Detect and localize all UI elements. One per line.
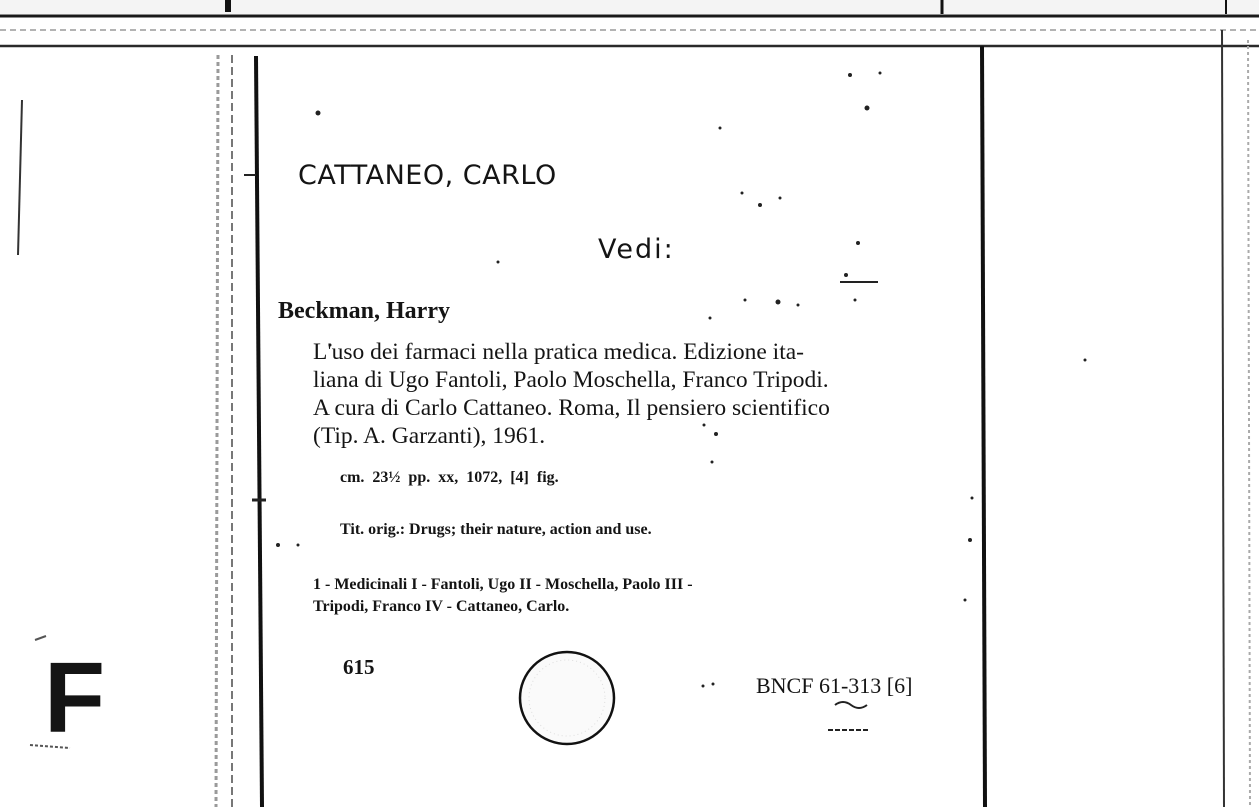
shelfmark: BNCF 61-313 [6] xyxy=(756,673,913,698)
description-line: liana di Ugo Fantoli, Paolo Moschella, Franco Tripodi. xyxy=(313,367,829,393)
description-line: (Tip. A. Garzanti), 1961. xyxy=(313,423,546,449)
card-heading: CATTANEO, CARLO xyxy=(298,160,557,191)
original-title: Tit. orig.: Drugs; their nature, action and use. xyxy=(340,521,652,538)
physical-description: cm. 23½ pp. xx, 1072, [4] fig. xyxy=(340,469,559,486)
subject-line: Tripodi, Franco IV - Cattaneo, Carlo. xyxy=(313,598,570,615)
bibliographic-description xyxy=(313,338,830,450)
margin-letter: F xyxy=(44,642,106,754)
author-name: Beckman, Harry xyxy=(278,298,450,324)
subject-line: 1 - Medicinali I - Fantoli, Ugo II - Moschella, Paolo III - xyxy=(313,576,693,593)
description-line: L'uso dei farmaci nella pratica medica. Edizione ita- xyxy=(313,339,804,365)
see-label: Vedi: xyxy=(598,234,675,265)
card-number: 615 xyxy=(343,655,375,679)
description-line: A cura di Carlo Cattaneo. Roma, Il pensiero scientifico xyxy=(313,395,830,421)
subject-entries xyxy=(313,574,693,618)
